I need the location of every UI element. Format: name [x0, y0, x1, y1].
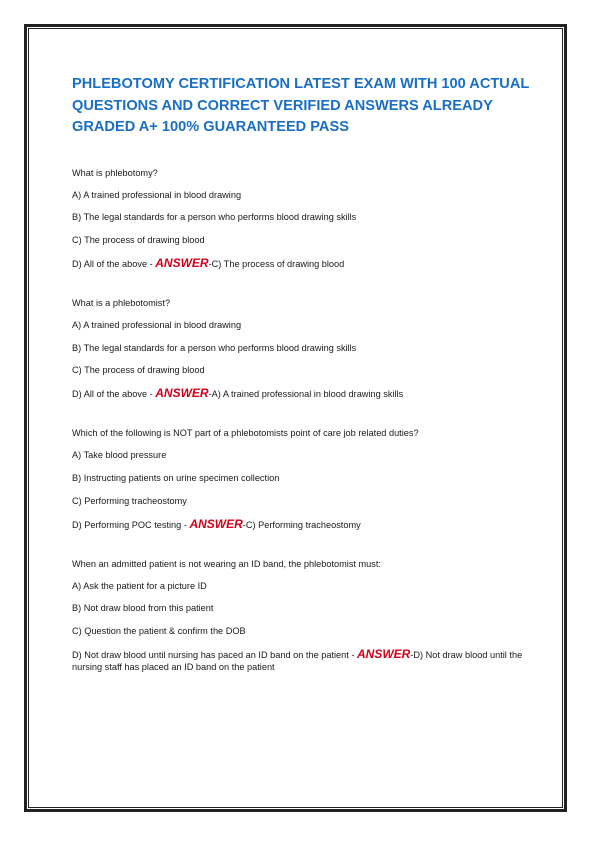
option-d-text: D) All of the above - [72, 258, 156, 269]
answer-text: -C) The process of drawing blood [208, 258, 345, 269]
option-d-with-answer [72, 648, 532, 673]
option-d-text: D) Not draw blood until nursing has paced an ID band on the patient - [72, 650, 357, 661]
option-a: A) A trained professional in blood drawing [72, 189, 242, 200]
document-content [72, 74, 532, 700]
question-text: Which of the following is NOT part of a phlebotomists point of care job related duties? [72, 428, 419, 439]
option-d-with-answer [72, 257, 532, 270]
question-text: What is phlebotomy? [72, 167, 158, 178]
option-c: C) Question the patient & confirm the DOB [72, 626, 246, 637]
option-b: B) The legal standards for a person who performs blood drawing skills [72, 342, 357, 353]
answer-label: ANSWER [155, 255, 209, 270]
question-block [72, 558, 532, 673]
answer-text: -A) A trained professional in blood drawing skills [208, 389, 404, 400]
answer-text: -C) Performing tracheostomy [242, 519, 361, 530]
option-c: C) The process of drawing blood [72, 235, 205, 246]
option-d-with-answer [72, 518, 532, 531]
question-block [72, 167, 532, 270]
option-d-with-answer [72, 387, 532, 400]
option-c: C) Performing tracheostomy [72, 495, 187, 506]
answer-text: -D) Not draw blood until the nursing staff has placed an ID band on the patient [72, 650, 523, 673]
question-block [72, 297, 532, 400]
option-b: B) Not draw blood from this patient [72, 603, 214, 614]
option-d-text: D) Performing POC testing - [72, 519, 190, 530]
document-title: PHLEBOTOMY CERTIFICATION LATEST EXAM WITH 100 ACTUAL QUESTIONS AND CORRECT VERIFIED ANSWERS ALREADY GRADED A+ 100% GUARANTEED PASS [72, 76, 530, 135]
answer-label: ANSWER [189, 516, 243, 531]
option-d-text: D) All of the above - [72, 389, 156, 400]
question-text: What is a phlebotomist? [72, 297, 171, 308]
option-a: A) Take blood pressure [72, 450, 167, 461]
answer-label: ANSWER [357, 647, 411, 662]
option-b: B) Instructing patients on urine specimen collection [72, 473, 280, 484]
question-block [72, 427, 532, 530]
option-b: B) The legal standards for a person who performs blood drawing skills [72, 212, 357, 223]
question-text: When an admitted patient is not wearing an ID band, the phlebotomist must: [72, 558, 381, 569]
answer-label: ANSWER [155, 386, 209, 401]
option-a: A) Ask the patient for a picture ID [72, 580, 207, 591]
option-c: C) The process of drawing blood [72, 365, 205, 376]
option-a: A) A trained professional in blood drawing [72, 319, 242, 330]
